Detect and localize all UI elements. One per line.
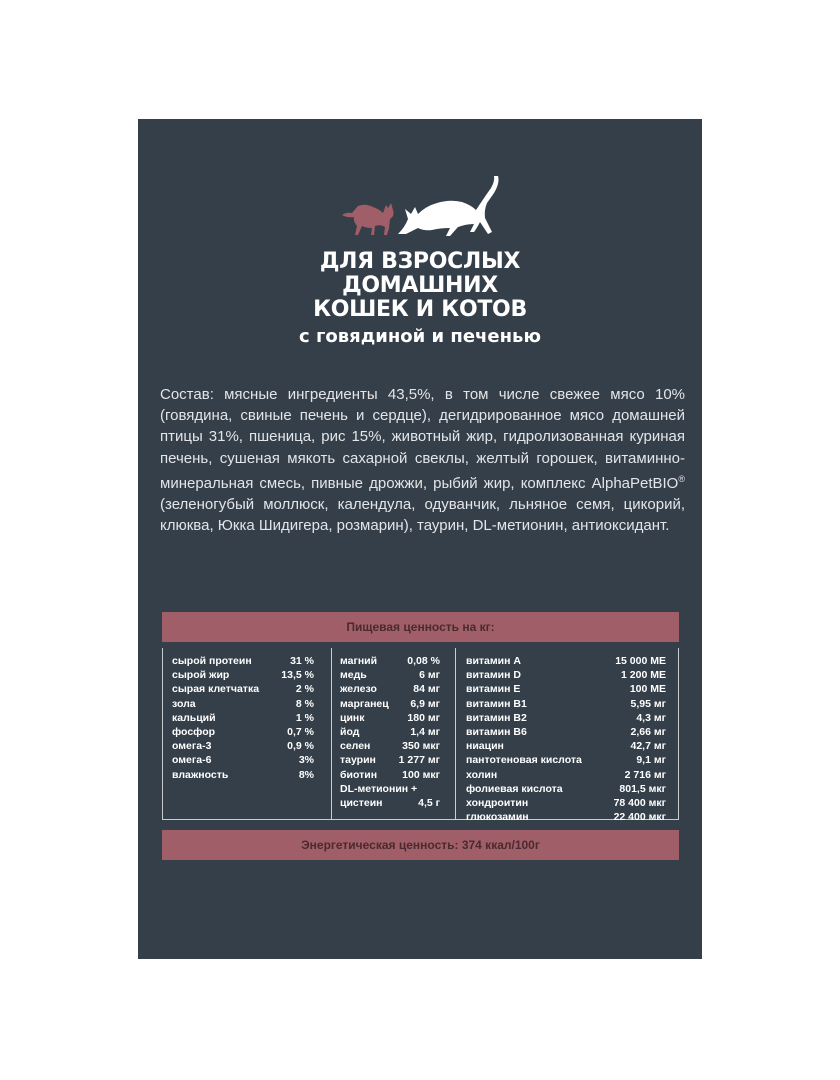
nutrient-value: 15 000 МЕ xyxy=(615,655,666,667)
nutrient-value: 13,5 % xyxy=(281,669,314,682)
nutrient-row xyxy=(466,739,666,753)
nutrient-row xyxy=(172,682,314,696)
nutrient-row xyxy=(172,753,314,767)
nutrient-name: витамин B2 xyxy=(466,711,527,724)
nutrient-row xyxy=(340,725,440,739)
nutrient-row xyxy=(172,697,314,711)
nutrient-name: сырой жир xyxy=(172,669,230,682)
nutrient-row xyxy=(340,682,440,696)
nutrient-value: 2,66 мг xyxy=(630,725,666,738)
nutrient-value: 84 мг xyxy=(413,683,440,696)
nutrient-row xyxy=(466,697,666,711)
composition-text xyxy=(160,384,685,536)
nutrient-row xyxy=(466,682,666,696)
nutrient-value: 350 мкг xyxy=(402,740,440,753)
nutrient-value: 2 716 мг xyxy=(624,768,666,781)
nutrient-name: йод xyxy=(340,725,360,738)
nutrient-name: селен xyxy=(340,740,371,753)
heading-line-2: ДОМАШНИХ xyxy=(342,273,498,298)
nutrient-value: 1 % xyxy=(295,711,314,724)
heading-subtitle: с говядиной и печенью xyxy=(299,326,541,347)
nutrient-name: витамин B1 xyxy=(466,697,527,710)
nutrient-value: 8 % xyxy=(295,697,314,710)
nutrient-row xyxy=(466,768,666,782)
nutrient-name: сырой протеин xyxy=(172,655,252,667)
nutrient-name: магний xyxy=(340,655,378,667)
cat-icon xyxy=(398,176,499,236)
nutrient-row xyxy=(340,782,440,796)
energy-value: Энергетическая ценность: 374 ккал/100г xyxy=(162,830,679,860)
nutrition-column-3 xyxy=(466,654,666,824)
nutrient-value: 42,7 мг xyxy=(630,740,666,753)
nutrient-value: 6,9 мг xyxy=(410,697,440,710)
nutrient-value: 100 МЕ xyxy=(629,683,666,696)
nutrient-name: хондроитин xyxy=(466,796,529,809)
nutrient-value: 3% xyxy=(298,754,314,767)
nutrient-value: 0,9 % xyxy=(287,740,314,753)
nutrient-row xyxy=(466,810,666,824)
cats-illustration xyxy=(340,172,502,240)
nutrient-row xyxy=(466,753,666,767)
nutrient-value: 6 мг xyxy=(419,669,440,682)
nutrient-value: 801,5 мкг xyxy=(619,782,666,795)
nutrient-row xyxy=(466,796,666,810)
nutrient-name: кальций xyxy=(172,711,216,724)
nutrient-name: железо xyxy=(340,683,377,696)
nutrient-value: 78 400 мкг xyxy=(613,796,666,809)
nutrient-value: 2 % xyxy=(295,683,314,696)
nutrient-value: 100 мкг xyxy=(402,768,440,781)
nutrient-name: марганец xyxy=(340,697,389,710)
nutrient-row xyxy=(340,739,440,753)
nutrient-value: 0,08 % xyxy=(407,655,440,667)
nutrient-name: влажность xyxy=(172,768,229,781)
composition-end: (зеленогубый моллюск, календула, одуванчик, льняное семя, цикорий, клюква, Юкка Шидигера, розмарин), таурин, DL-метионин, антиоксидант. xyxy=(160,496,685,535)
nutrient-row xyxy=(340,654,440,668)
nutrient-name: таурин xyxy=(340,754,376,767)
nutrient-name: омега-3 xyxy=(172,740,212,753)
nutrient-row xyxy=(340,697,440,711)
nutrient-name: омега-6 xyxy=(172,754,212,767)
nutrient-row xyxy=(172,668,314,682)
kitten-icon xyxy=(342,203,394,235)
nutrient-name: зола xyxy=(172,697,196,710)
nutrient-name: DL-метионин + xyxy=(340,782,418,795)
composition-main: Состав: мясные ингредиенты 43,5%, в том числе свежее мясо 10% (говядина, свиные печень и сердце), дегидрированное мясо домашней птицы 31%, пшеница, рис 15%, животный жир, гидролизованная куриная печень, сушеная мякоть сахарной свеклы, желтый горошек, витаминно-минеральная смесь, пивные дрожжи, рыбий жир, комплекс AlphaPetBIO xyxy=(160,386,685,492)
nutrient-name: фосфор xyxy=(172,725,216,738)
nutrient-name: холин xyxy=(466,768,498,781)
heading-line-1: ДЛЯ ВЗРОСЛЫХ xyxy=(319,249,521,274)
nutrition-title: Пищевая ценность на кг: xyxy=(162,612,679,642)
nutrient-row xyxy=(340,711,440,725)
nutrient-value: 5,95 мг xyxy=(630,697,666,710)
column-divider xyxy=(331,648,332,819)
nutrient-row xyxy=(172,739,314,753)
nutrient-value: 180 мг xyxy=(407,711,440,724)
nutrient-name: витамин D xyxy=(466,669,521,682)
nutrition-column-1 xyxy=(172,654,314,782)
nutrient-name: биотин xyxy=(340,768,378,781)
nutrient-row xyxy=(340,768,440,782)
nutrient-value: 1 277 мг xyxy=(398,754,440,767)
nutrient-value: 22 400 мкг xyxy=(613,811,666,824)
nutrient-row xyxy=(172,654,314,668)
nutrient-value: 8% xyxy=(298,768,314,781)
nutrient-row xyxy=(466,711,666,725)
nutrient-name: сырая клетчатка xyxy=(172,683,260,696)
nutrient-row xyxy=(466,654,666,668)
nutrient-row xyxy=(172,711,314,725)
nutrient-value: 31 % xyxy=(290,655,314,667)
nutrient-value: 0,7 % xyxy=(287,725,314,738)
nutrient-value: 1 200 МЕ xyxy=(621,669,666,682)
nutrient-value: 4,3 мг xyxy=(636,711,666,724)
nutrient-name: медь xyxy=(340,669,367,682)
nutrient-value: 4,5 г xyxy=(418,796,440,809)
nutrient-name: ниацин xyxy=(466,740,504,753)
nutrient-row xyxy=(466,668,666,682)
nutrient-value: 1,4 мг xyxy=(410,725,440,738)
nutrient-value: 9,1 мг xyxy=(636,754,666,767)
registered-mark: ® xyxy=(678,473,685,484)
nutrient-row xyxy=(172,725,314,739)
nutrient-name: витамин E xyxy=(466,683,521,696)
nutrient-row xyxy=(340,796,440,810)
column-divider xyxy=(455,648,456,819)
nutrient-row xyxy=(340,668,440,682)
product-heading xyxy=(138,250,702,351)
nutrient-row xyxy=(466,725,666,739)
nutrient-name: витамин B6 xyxy=(466,725,527,738)
nutrient-name: фолиевая кислота xyxy=(466,782,563,795)
heading-line-3: КОШЕК И КОТОВ xyxy=(313,297,527,322)
nutrient-name: витамин A xyxy=(466,655,521,667)
nutrient-name: глюкозамин xyxy=(466,811,529,824)
nutrient-name: пантотеновая кислота xyxy=(466,754,582,767)
nutrient-name: цистеин xyxy=(340,796,383,809)
nutrient-row xyxy=(172,768,314,782)
nutrition-column-2 xyxy=(340,654,440,810)
nutrient-row xyxy=(466,782,666,796)
nutrient-name: цинк xyxy=(340,711,365,724)
nutrient-row xyxy=(340,753,440,767)
